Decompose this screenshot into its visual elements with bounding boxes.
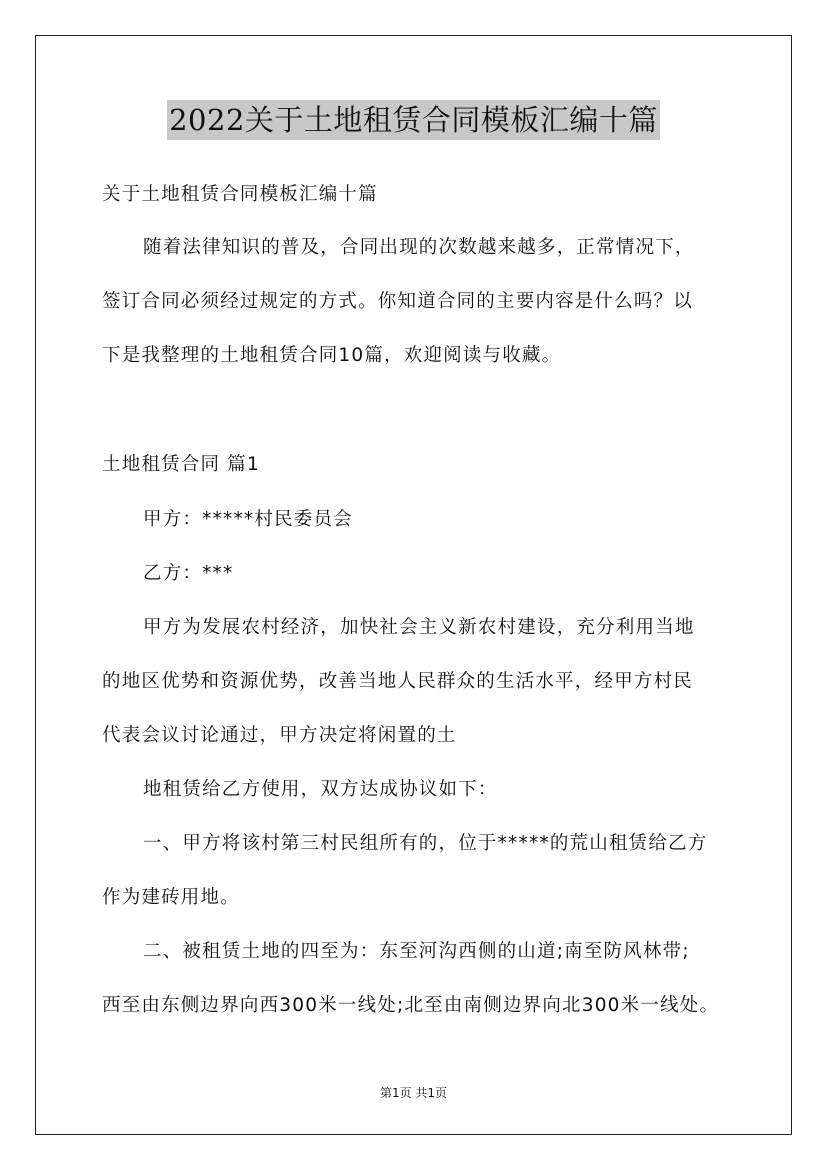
intro-line-2: 签订合同必须经过规定的方式。你知道合同的主要内容是什么吗？以 [102, 291, 694, 312]
body-line-6: 作为建砖用地。 [102, 887, 240, 908]
body-line-5: 一、甲方将该村第三村民组所有的，位于*****的荒山租赁给乙方 [143, 833, 708, 854]
body-line-7: 二、被租赁土地的四至为：东至河沟西侧的山道;南至防风林带; [143, 941, 690, 962]
party-b: 乙方：*** [143, 563, 234, 584]
body-line-8: 西至由东侧边界向西300米一线处;北至由南侧边界向北300米一线处。 [102, 995, 720, 1016]
page-footer: 第1页 共1页 [379, 1086, 448, 1100]
document-subtitle: 关于土地租赁合同模板汇编十篇 [102, 184, 378, 205]
section-heading: 土地租赁合同 篇1 [102, 454, 260, 475]
intro-line-3: 下是我整理的土地租赁合同10篇，欢迎阅读与收藏。 [102, 345, 562, 366]
party-a: 甲方：*****村民委员会 [143, 509, 353, 530]
body-line-1: 甲方为发展农村经济，加快社会主义新农村建设，充分利用当地 [143, 617, 695, 638]
document-title: 2022关于土地租赁合同模板汇编十篇 [167, 100, 660, 140]
body-line-2: 的地区优势和资源优势，改善当地人民群众的生活水平，经甲方村民 [102, 671, 694, 692]
body-line-3: 代表会议讨论通过，甲方决定将闲置的土 [102, 725, 457, 746]
intro-line-1: 随着法律知识的普及，合同出现的次数越来越多，正常情况下， [143, 237, 695, 258]
body-line-4: 地租赁给乙方使用，双方达成协议如下： [143, 779, 498, 800]
title-container [0, 100, 827, 140]
